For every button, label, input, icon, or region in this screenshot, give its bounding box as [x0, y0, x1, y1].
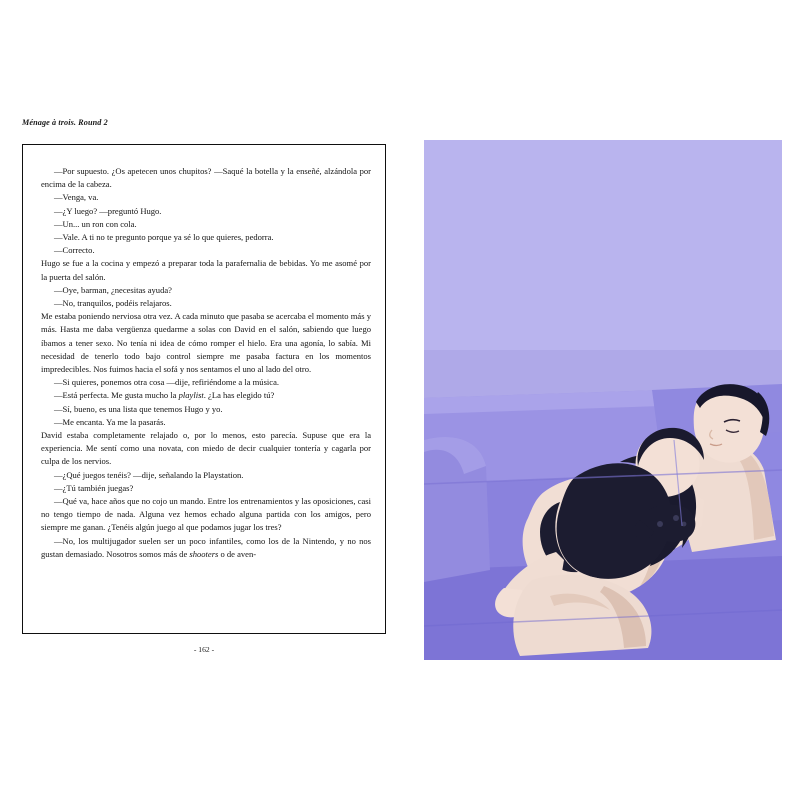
- paragraph: —Venga, va.: [54, 192, 99, 203]
- paragraph: —Vale. A ti no te pregunto porque ya sé lo que quieres, pedorra.: [54, 232, 274, 243]
- paragraph: —No, tranquilos, podéis relajaros.: [54, 298, 172, 309]
- paragraph: —Oye, barman, ¿necesitas ayuda?: [54, 284, 172, 295]
- paragraph: —Un... un ron con cola.: [54, 218, 137, 229]
- paragraph: —¿Tú también juegas?: [54, 482, 134, 493]
- paragraph: David estaba completamente relajado o, por lo menos, esto parecía. Supuse que era la experiencia. Me sentí como una novata, con miedo de decir cualquier tontería y cagarla por culpa de los nervios.: [41, 430, 371, 467]
- paragraph: —Correcto.: [54, 245, 95, 256]
- body-text: [41, 165, 371, 561]
- paragraph: —Por supuesto. ¿Os apetecen unos chupitos? —Saqué la botella y la enseñé, alzándola por encima de la cabeza.: [41, 166, 371, 190]
- paragraph: —Qué va, hace años que no cojo un mando. Entre los entrenamientos y las oposiciones, casi no tengo tiempo de nada. Alguna vez hemos echado alguna partida con los amigos, pero siempre me ganan. ¿Tenéis algún juego al que podamos jugar los tres?: [41, 496, 371, 533]
- paragraph: —¿Y luego? —preguntó Hugo.: [54, 205, 162, 216]
- illustration-page: [424, 140, 782, 660]
- left-page: [18, 118, 390, 668]
- running-head: Ménage à trois. Round 2: [22, 118, 108, 127]
- page-number: - 162 -: [193, 645, 215, 654]
- paragraph: Hugo se fue a la cocina y empezó a preparar toda la parafernalia de bebidas. Yo me asomé por la puerta del salón.: [41, 258, 371, 282]
- couple-on-couch-illustration: [424, 140, 782, 660]
- paragraph: —Sí, bueno, es una lista que tenemos Hugo y yo.: [54, 403, 223, 414]
- paragraph: —Me encanta. Ya me la pasarás.: [54, 416, 166, 427]
- paragraph: —Si quieres, ponemos otra cosa —dije, refiriéndome a la música.: [54, 377, 280, 388]
- paragraph: —¿Qué juegos tenéis? —dije, señalando la Playstation.: [54, 469, 244, 480]
- paragraph: —No, los multijugador suelen ser un poco infantiles, como los de la Nintendo, y no nos gustan demasiado. Nosotros somos más de shooters o de aven-: [41, 535, 371, 559]
- paragraph: Me estaba poniendo nerviosa otra vez. A cada minuto que pasaba se acercaba el momento más y más. Hasta me daba vergüenza quedarme a solas con David en el salón, sabiendo que luego íbamos a tener sexo. No tenía ni idea de cómo romper el hielo. Era una agonía, lo sabía. Mi necesidad de tenerlo todo bajo control siempre me pasaba factura en los momentos impredecibles. Nos fuimos hacia el sofá y nos sentamos el uno al lado del otro.: [41, 311, 371, 375]
- paragraph: —Está perfecta. Me gusta mucho la playlist. ¿La has elegido tú?: [54, 390, 275, 401]
- text-frame: [22, 144, 386, 634]
